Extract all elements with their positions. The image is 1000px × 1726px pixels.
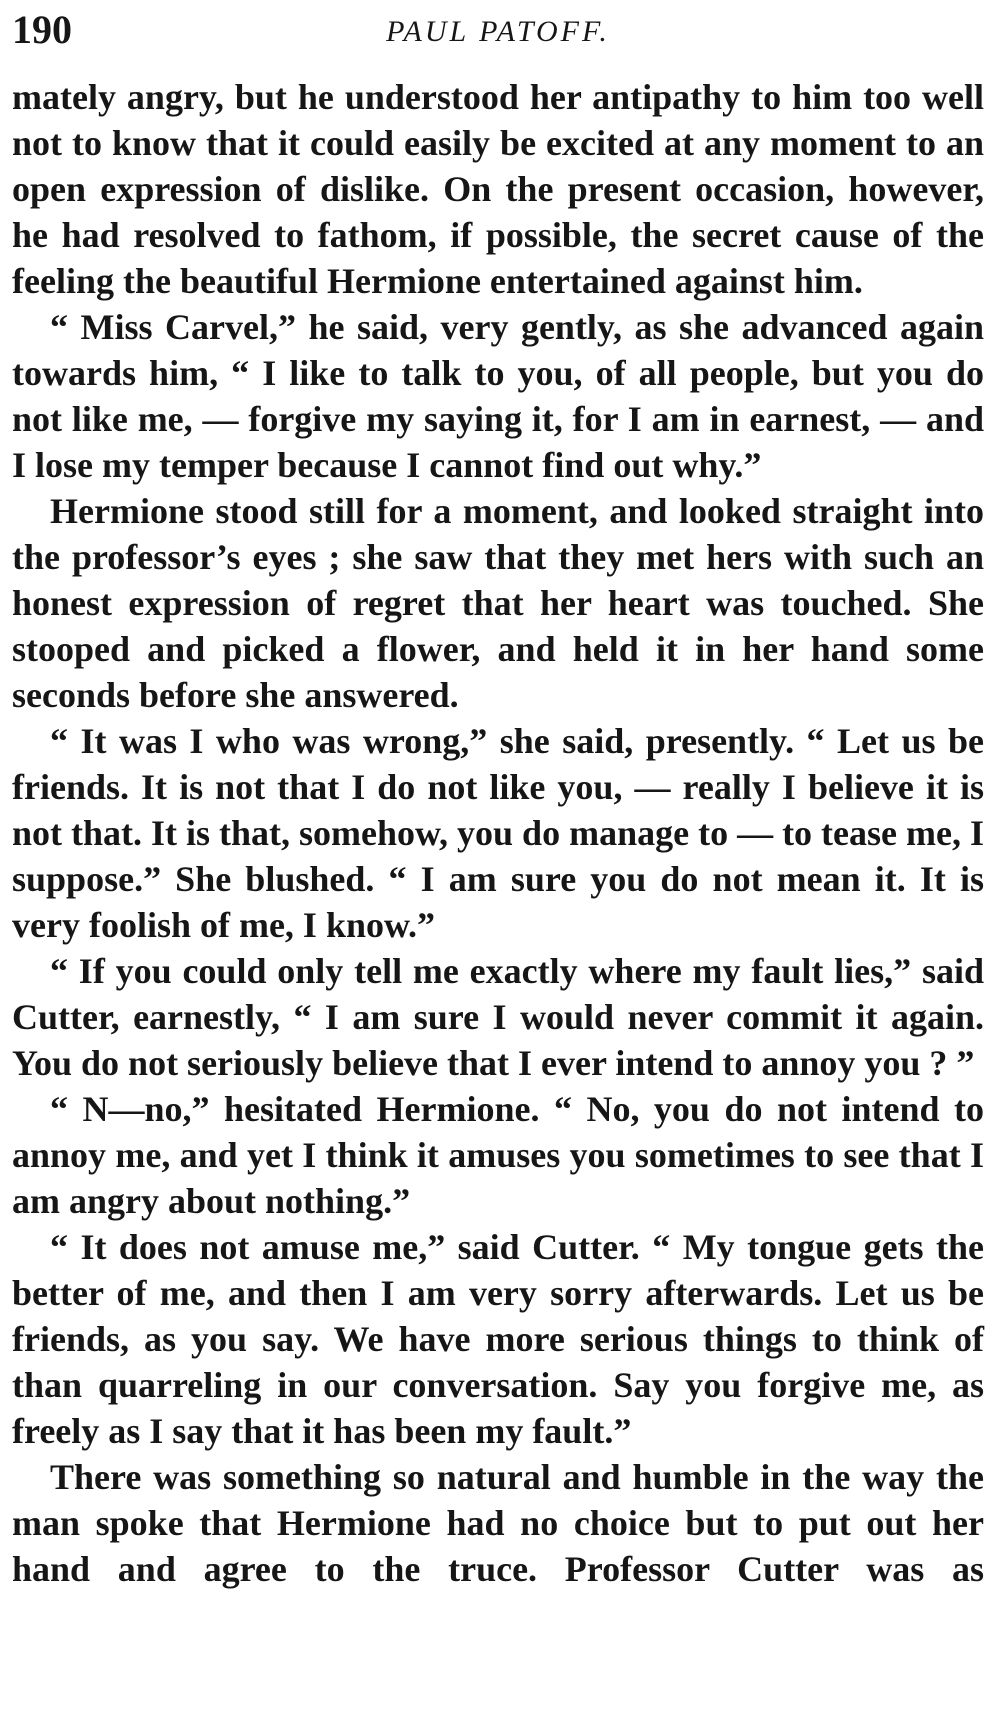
paragraph: “ N—no,” hesitated Hermione. “ No, you do not intend to annoy me, and yet I think it amuses you sometimes to see that I am angry about nothing.” [12, 1089, 984, 1221]
running-head: PAUL PATOFF. [386, 15, 610, 48]
page-number: 190 [12, 7, 72, 52]
page-header [12, 4, 984, 60]
paragraph: “ If you could only tell me exactly where my fault lies,” said Cutter, earnestly, “ I am sure I would never commit it again. You do not seriously believe that I ever intend to annoy you ? ” [12, 951, 984, 1083]
body-text [12, 74, 984, 1592]
paragraph: “ Miss Carvel,” he said, very gently, as she advanced again towards him, “ I like to talk to you, of all people, but you do not like me, — forgive my saying it, for I am in earnest, — and I lose my temper because I cannot find out why.” [12, 307, 984, 485]
paragraph: Hermione stood still for a moment, and looked straight into the professor’s eyes ; she saw that they met hers with such an honest expression of regret that her heart was touched. She stooped and picked a flower, and held it in her hand some seconds before she answered. [12, 491, 984, 715]
paragraph: “ It does not amuse me,” said Cutter. “ My tongue gets the better of me, and then I am very sorry afterwards. Let us be friends, as you say. We have more serious things to think of than quarreling in our conversation. Say you forgive me, as freely as I say that it has been my fault.” [12, 1227, 984, 1451]
paragraph-continued: mately angry, but he understood her antipathy to him too well not to know that it could easily be excited at any moment to an open expression of dislike. On the present occasion, however, he had resolved to fathom, if possible, the secret cause of the feeling the beautiful Hermione entertained against him. [12, 77, 984, 301]
paragraph: “ It was I who was wrong,” she said, presently. “ Let us be friends. It is not that I do not like you, — really I believe it is not that. It is that, somehow, you do manage to — to tease me, I suppose.” She blushed. “ I am sure you do not mean it. It is very foolish of me, I know.” [12, 721, 984, 945]
paragraph-continues: There was something so natural and humble in the way the man spoke that Hermione had no choice but to put out her hand and agree to the truce. Professor Cutter was as [12, 1457, 984, 1589]
